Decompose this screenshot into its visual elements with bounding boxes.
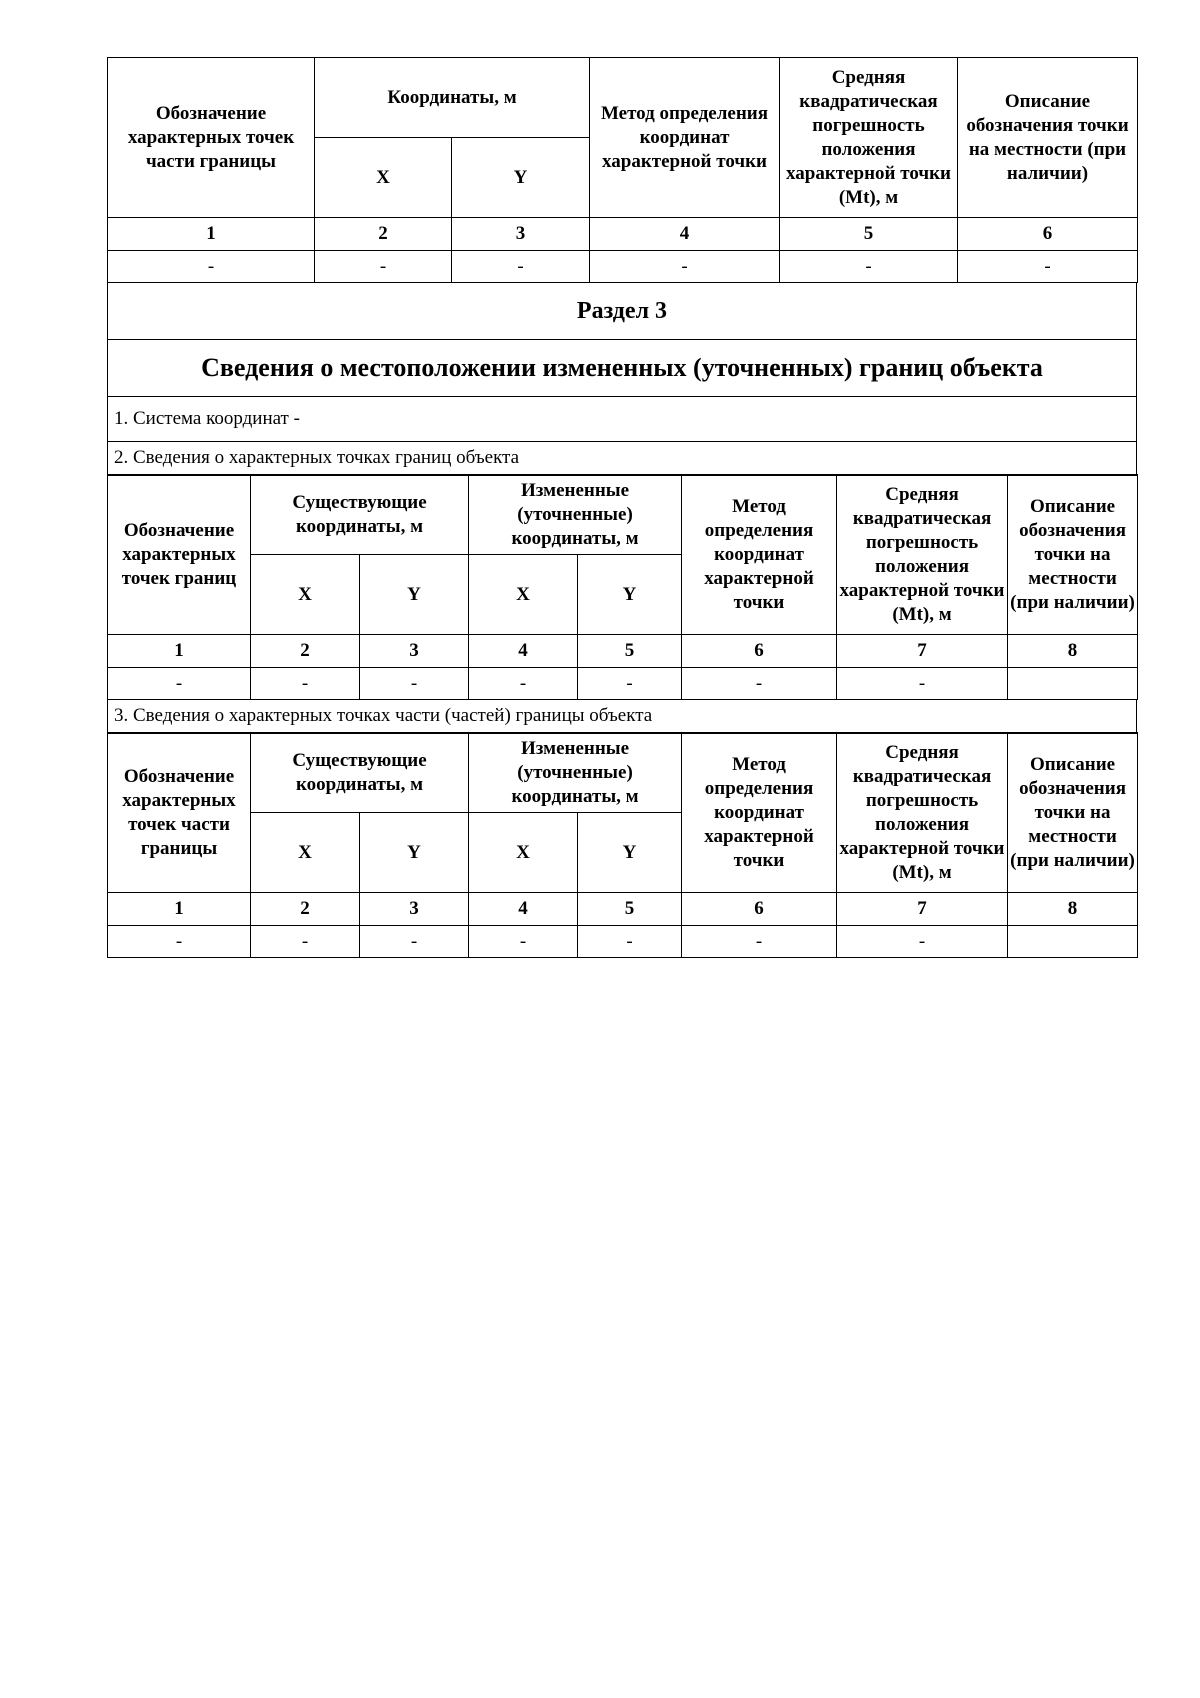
column-numbers-row (108, 218, 1138, 251)
column-number: 1 (108, 218, 315, 251)
part-boundary-changed-points-table (107, 732, 1138, 958)
section-title: Раздел 3 (108, 282, 1137, 339)
column-number: 3 (360, 635, 469, 668)
table-cell: - (452, 251, 590, 283)
column-number: 8 (1008, 635, 1138, 668)
header-description: Описание обозначения точки на местности (при наличии) (1008, 475, 1138, 635)
header-error: Средняя квадратическая погрешность положения характерной точки (Mt), м (837, 475, 1008, 635)
column-number: 4 (469, 635, 578, 668)
column-number: 8 (1008, 893, 1138, 926)
table-cell: - (108, 251, 315, 283)
header-description: Описание обозначения точки на местности (при наличии) (1008, 733, 1138, 893)
header-x: X (251, 555, 360, 635)
boundary-points-table (107, 474, 1138, 700)
table-cell: - (315, 251, 452, 283)
table-cell: - (780, 251, 958, 283)
table-cell (1008, 926, 1138, 958)
table-row (108, 926, 1138, 958)
header-y: Y (360, 813, 469, 893)
table-cell: - (469, 926, 578, 958)
header-x: X (469, 813, 578, 893)
coordinate-system-line: 1. Система координат - (108, 396, 1137, 441)
section-3-header (107, 282, 1137, 476)
header-y: Y (578, 813, 682, 893)
header-method: Метод определения координат характерной точки (682, 733, 837, 893)
table-row (108, 668, 1138, 700)
header-x: X (315, 138, 452, 218)
table-row (108, 251, 1138, 283)
column-number: 1 (108, 893, 251, 926)
table-cell: - (837, 926, 1008, 958)
column-number: 4 (590, 218, 780, 251)
header-error: Средняя квадратическая погрешность положения характерной точки (Mt), м (837, 733, 1008, 893)
column-number: 5 (578, 635, 682, 668)
table-cell: - (251, 668, 360, 700)
table-cell: - (360, 668, 469, 700)
table-cell: - (590, 251, 780, 283)
column-number: 5 (578, 893, 682, 926)
column-number: 6 (958, 218, 1138, 251)
header-existing-coordinates: Существующие координаты, м (251, 733, 469, 813)
header-y: Y (452, 138, 590, 218)
document-page (107, 57, 1137, 958)
table-cell: - (682, 926, 837, 958)
header-existing-coordinates: Существующие координаты, м (251, 475, 469, 555)
header-designation: Обозначение характерных точек части границы (108, 733, 251, 893)
column-numbers-row (108, 893, 1138, 926)
points-heading: 2. Сведения о характерных точках границ объекта (108, 441, 1137, 475)
column-number: 3 (452, 218, 590, 251)
column-number: 6 (682, 635, 837, 668)
header-changed-coordinates: Измененные (уточненные) координаты, м (469, 733, 682, 813)
table-cell: - (578, 668, 682, 700)
header-x: X (469, 555, 578, 635)
section-subtitle: Сведения о местоположении измененных (уточненных) границ объекта (108, 339, 1137, 396)
header-x: X (251, 813, 360, 893)
column-number: 7 (837, 893, 1008, 926)
table-cell: - (108, 926, 251, 958)
column-number: 5 (780, 218, 958, 251)
table-cell: - (682, 668, 837, 700)
table-cell: - (958, 251, 1138, 283)
column-numbers-row (108, 635, 1138, 668)
parts-heading: 3. Сведения о характерных точках части (частей) границы объекта (108, 699, 1137, 733)
column-number: 7 (837, 635, 1008, 668)
header-changed-coordinates: Измененные (уточненные) координаты, м (469, 475, 682, 555)
parts-heading-row (107, 699, 1137, 734)
column-number: 2 (251, 893, 360, 926)
column-number: 1 (108, 635, 251, 668)
header-error: Средняя квадратическая погрешность положения характерной точки (Mt), м (780, 58, 958, 218)
column-number: 3 (360, 893, 469, 926)
table-cell (1008, 668, 1138, 700)
table-cell: - (837, 668, 1008, 700)
header-coordinates: Координаты, м (315, 58, 590, 138)
header-y: Y (360, 555, 469, 635)
table-cell: - (251, 926, 360, 958)
header-designation: Обозначение характерных точек границ (108, 475, 251, 635)
table-cell: - (469, 668, 578, 700)
header-description: Описание обозначения точки на местности (при наличии) (958, 58, 1138, 218)
table-cell: - (578, 926, 682, 958)
column-number: 2 (315, 218, 452, 251)
header-method: Метод определения координат характерной точки (590, 58, 780, 218)
header-y: Y (578, 555, 682, 635)
header-method: Метод определения координат характерной точки (682, 475, 837, 635)
table-cell: - (108, 668, 251, 700)
column-number: 2 (251, 635, 360, 668)
column-number: 6 (682, 893, 837, 926)
part-boundary-points-table (107, 57, 1138, 283)
column-number: 4 (469, 893, 578, 926)
header-designation: Обозначение характерных точек части границы (108, 58, 315, 218)
table-cell: - (360, 926, 469, 958)
